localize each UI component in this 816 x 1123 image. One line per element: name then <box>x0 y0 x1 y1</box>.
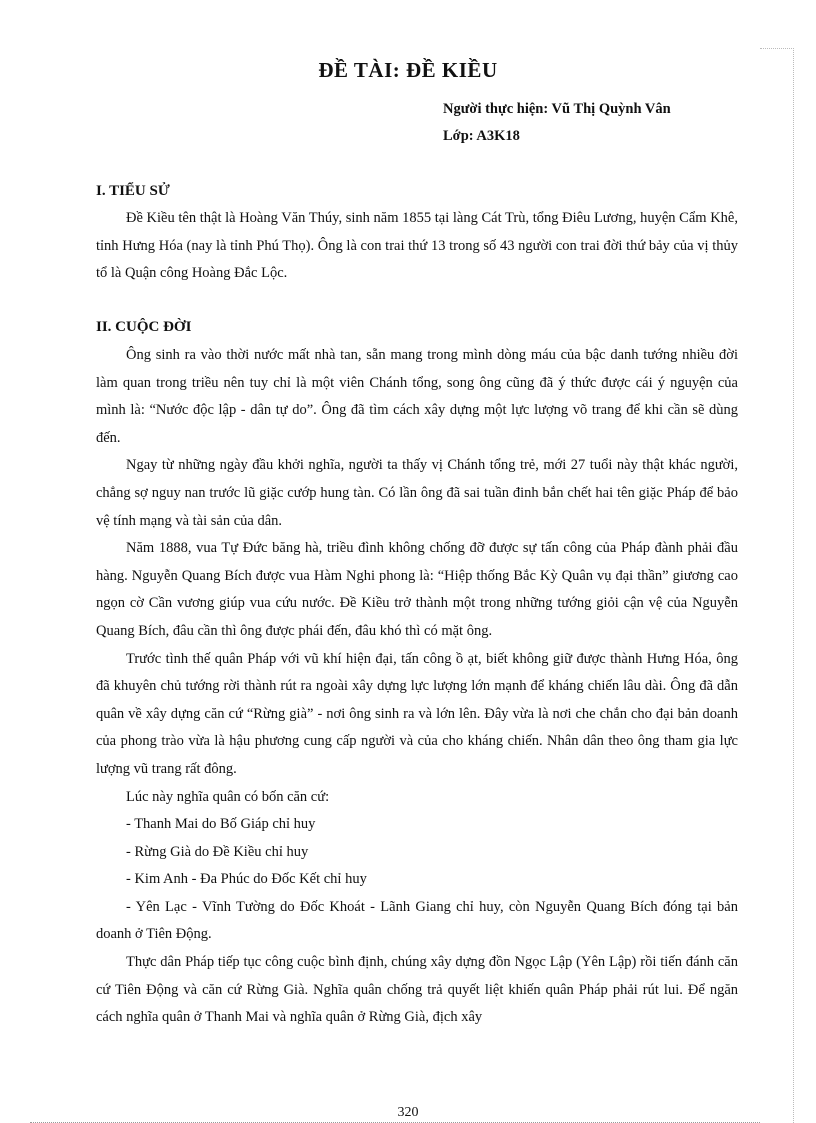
paragraph: Trước tình thế quân Pháp với vũ khí hiện đại, tấn công ồ ạt, biết không giữ được thành Hưng Hóa, ông đã khuyên chủ tướng rời thành rút ra ngoài xây dựng lực lượng lớn mạnh để kháng chiến lâu dài. Ông đã dẫn quân về xây dựng căn cứ “Rừng già” - nơi ông sinh ra và lớn lên. Đây vừa là nơi che chắn cho đại bản doanh của phong trào vừa là hậu phương cung cấp người và của cho kháng chiến. Nhân dân theo ông tham gia lực lượng vũ trang rất đông. <box>96 650 738 777</box>
list-item: - Kim Anh - Đa Phúc do Đốc Kết chỉ huy <box>126 871 367 888</box>
paragraph: Đề Kiều tên thật là Hoàng Văn Thúy, sinh năm 1855 tại làng Cát Trù, tổng Điêu Lương, huyện Cẩm Khê, tỉnh Hưng Hóa (nay là tỉnh Phú Thọ). Ông là con trai thứ 13 trong số 43 người con trai đời thứ bảy của vị thủy tổ là Quận công Hoàng Đắc Lộc. <box>96 210 738 282</box>
list-item: - Rừng Già do Đề Kiều chỉ huy <box>126 843 309 860</box>
document-title: ĐỀ TÀI: ĐỀ KIỀU <box>318 58 498 82</box>
class-line: Lớp: A3K18 <box>443 128 520 144</box>
bases-intro: Lúc này nghĩa quân có bốn căn cứ: <box>126 788 330 805</box>
paragraph: Năm 1888, vua Tự Đức băng hà, triều đình không chống đỡ được sự tấn công của Pháp đành phải đầu hàng. Nguyễn Quang Bích được vua Hàm Nghi phong là: “Hiệp thống Bắc Kỳ Quân vụ đại thần” giương cao ngọn cờ Cần vương giúp vua cứu nước. Đề Kiều trở thành một trong những tướng giỏi cận vệ của Nguyễn Quang Bích, đâu cần thì ông được phái đến, đâu khó thì có mặt ông. <box>96 540 738 639</box>
list-item: - Yên Lạc - Vĩnh Tường do Đốc Khoát - Lãnh Giang chỉ huy, còn Nguyễn Quang Bích đóng tại bản doanh ở Tiên Động. <box>96 898 738 943</box>
author-line: Người thực hiện: Vũ Thị Quỳnh Vân <box>443 101 671 117</box>
page-edge-top <box>760 48 794 49</box>
section-body-biography <box>96 205 738 288</box>
paragraph: Ngay từ những ngày đầu khởi nghĩa, người ta thấy vị Chánh tổng trẻ, mới 27 tuổi này thật khác người, chẳng sợ nguy nan trước lũ giặc cướp hung tàn. Có lần ông đã sai tuần đinh bắn chết hai tên giặc Pháp để bảo vệ tính mạng và tài sản của dân. <box>96 457 738 529</box>
section-body-life <box>96 342 738 1032</box>
section-heading-life: II. CUỘC ĐỜI <box>96 319 192 335</box>
paragraph: Thực dân Pháp tiếp tục công cuộc bình định, chúng xây dựng đồn Ngọc Lập (Yên Lập) rồi tiến đánh căn cứ Tiên Động và căn cứ Rừng Già. Nghĩa quân chống trả quyết liệt khiến quân Pháp phải rút lui. Để ngăn cách nghĩa quân ở Thanh Mai và nghĩa quân ở Rừng Già, địch xây <box>96 954 738 1026</box>
page-number: 320 <box>397 1105 419 1120</box>
list-item: - Thanh Mai do Bố Giáp chỉ huy <box>126 816 316 833</box>
page-edge-right <box>793 48 794 1123</box>
paragraph: Ông sinh ra vào thời nước mất nhà tan, sẵn mang trong mình dòng máu của bậc danh tướng nhiều đời làm quan trong triều nên tuy chỉ là một viên Chánh tổng, song ông cũng đã ý thức được cái ý nguyện của mình là: “Nước độc lập - dân tự do”. Ông đã tìm cách xây dựng một lực lượng võ trang để khi cần sẽ dùng đến. <box>96 347 738 446</box>
section-heading-biography: I. TIỂU SỬ <box>96 183 170 199</box>
